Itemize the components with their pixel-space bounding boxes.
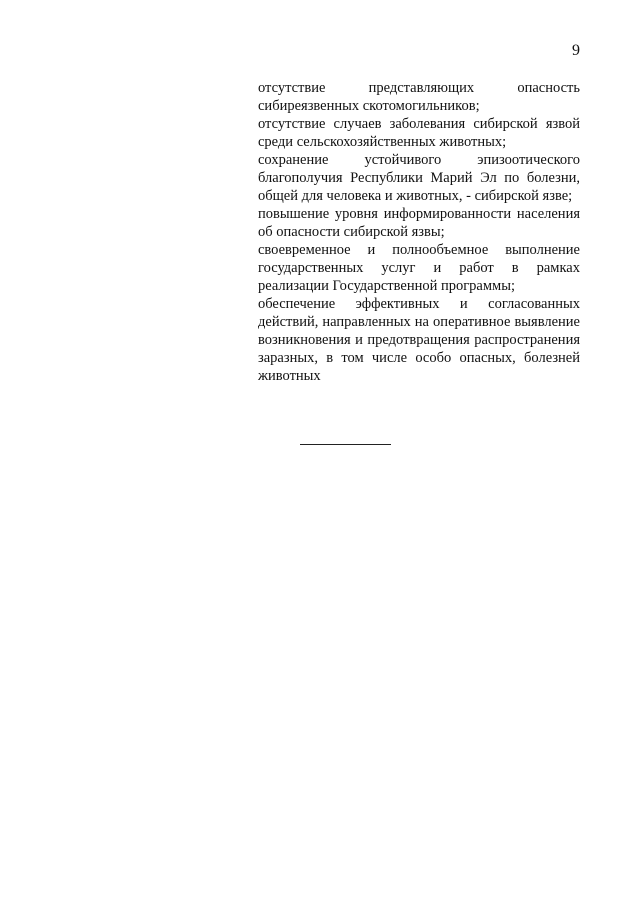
end-separator-line (300, 444, 391, 445)
list-item-4: повышение уровня информированности населения об опасности сибирской язвы; (258, 206, 580, 240)
list-item-5: своевременное и полнообъемное выполнение государственных услуг и работ в рамках реализации Государственной программы; (258, 242, 580, 294)
list-item-1: отсутствие представляющих опасность сибиреязвенных скотомогильников; (258, 80, 580, 114)
expected-results-list (258, 79, 580, 385)
list-item-3: сохранение устойчивого эпизоотического благополучия Республики Марий Эл по болезни, общей для человека и животных, - сибирской язве; (258, 152, 580, 204)
list-item-2: отсутствие случаев заболевания сибирской язвой среди сельскохозяйственных животных; (258, 116, 580, 150)
page-number: 9 (572, 42, 580, 59)
list-item-6: обеспечение эффективных и согласованных действий, направленных на оперативное выявление возникновения и предотвращения распространения заразных, в том числе особо опасных, болезней животных (258, 296, 580, 384)
